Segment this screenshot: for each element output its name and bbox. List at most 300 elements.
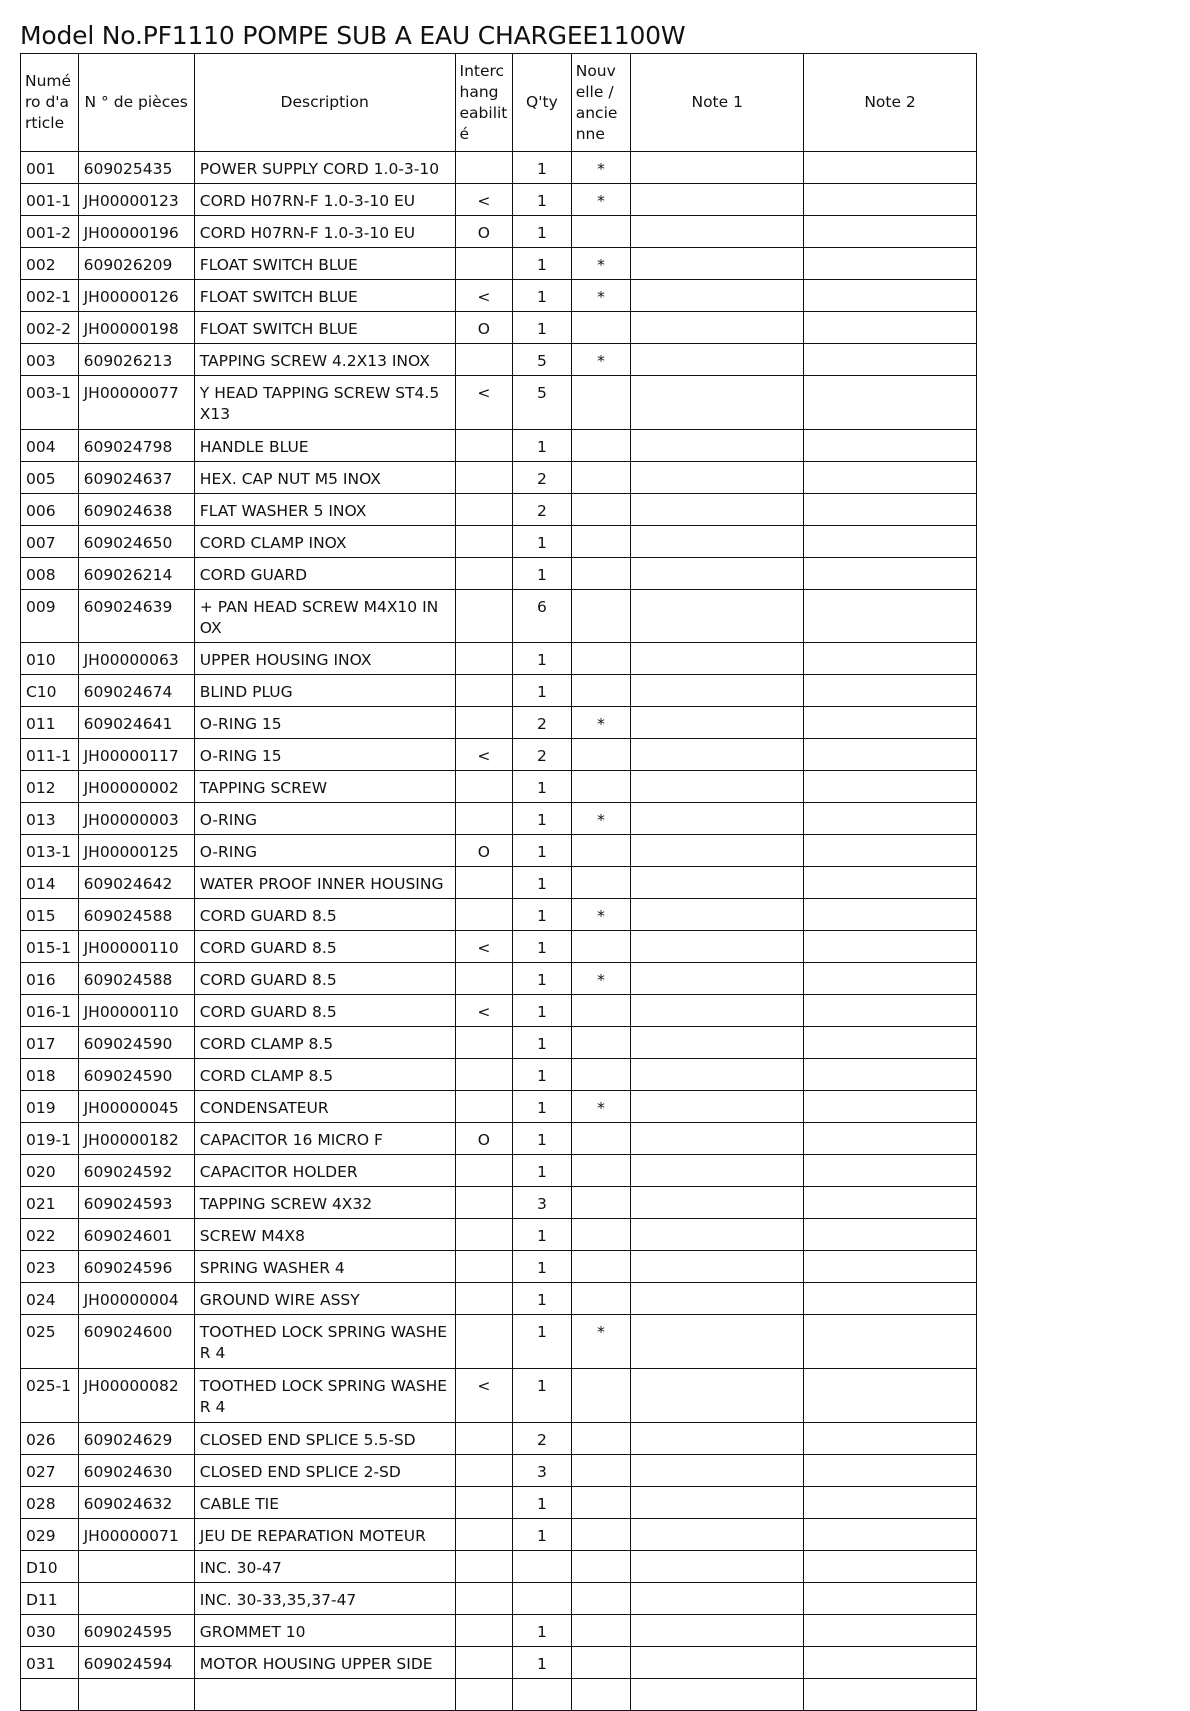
cell-new-old	[571, 1615, 631, 1647]
cell-note-2	[804, 1423, 977, 1455]
cell-note-2	[804, 1455, 977, 1487]
cell-part-number: JH00000077	[78, 376, 194, 430]
cell-note-2	[804, 643, 977, 675]
cell-item-number: 005	[21, 462, 79, 494]
cell-item-number: 017	[21, 1027, 79, 1059]
cell-note-2	[804, 184, 977, 216]
cell-note-2	[804, 280, 977, 312]
cell-note-1	[631, 1219, 804, 1251]
cell-quantity: 6	[513, 590, 572, 643]
cell-quantity: 1	[513, 803, 572, 835]
cell-item-number: 013	[21, 803, 79, 835]
cell-item-number: 008	[21, 558, 79, 590]
table-row	[21, 1423, 977, 1455]
cell-note-1	[631, 344, 804, 376]
cell-item-number: 002-2	[21, 312, 79, 344]
cell-interchangeability: O	[455, 835, 513, 867]
cell-interchangeability	[455, 1487, 513, 1519]
cell-new-old	[571, 590, 631, 643]
cell-description: CLOSED END SPLICE 2-SD	[194, 1455, 455, 1487]
cell-description: O-RING 15	[194, 707, 455, 739]
header-new-old: Nouv elle / ancie nne	[571, 54, 631, 152]
cell-quantity: 1	[513, 1059, 572, 1091]
table-row	[21, 1059, 977, 1091]
cell-quantity: 2	[513, 494, 572, 526]
cell-interchangeability	[455, 344, 513, 376]
cell-interchangeability	[455, 1187, 513, 1219]
cell-description: MOTOR HOUSING UPPER SIDE	[194, 1647, 455, 1679]
cell-item-number: 030	[21, 1615, 79, 1647]
cell-item-number: 001	[21, 152, 79, 184]
cell-description: GROMMET 10	[194, 1615, 455, 1647]
cell-part-number: 609024630	[78, 1455, 194, 1487]
cell-note-2	[804, 707, 977, 739]
cell-new-old	[571, 1455, 631, 1487]
cell-item-number: 011	[21, 707, 79, 739]
cell-item-number: 016	[21, 963, 79, 995]
cell-part-number: 609026209	[78, 248, 194, 280]
cell-item-number: 027	[21, 1455, 79, 1487]
cell-description: CORD GUARD	[194, 558, 455, 590]
table-row	[21, 1251, 977, 1283]
cell-part-number: 609024592	[78, 1155, 194, 1187]
cell-item-number: 011-1	[21, 739, 79, 771]
cell-note-2	[804, 963, 977, 995]
cell-interchangeability: O	[455, 1123, 513, 1155]
cell-quantity	[513, 1551, 572, 1583]
cell-note-2	[804, 312, 977, 344]
cell-interchangeability: <	[455, 739, 513, 771]
cell-new-old	[571, 1027, 631, 1059]
cell-quantity: 1	[513, 835, 572, 867]
cell-new-old	[571, 1187, 631, 1219]
cell-quantity: 1	[513, 899, 572, 931]
cell-part-number: 609026214	[78, 558, 194, 590]
cell-note-2	[804, 1369, 977, 1423]
table-row	[21, 312, 977, 344]
cell-new-old	[571, 1647, 631, 1679]
cell-note-2	[804, 462, 977, 494]
table-row	[21, 771, 977, 803]
cell-quantity: 1	[513, 1251, 572, 1283]
cell-part-number: 609024674	[78, 675, 194, 707]
cell-new-old: *	[571, 248, 631, 280]
cell-note-2	[804, 1027, 977, 1059]
cell-interchangeability: <	[455, 376, 513, 430]
cell-note-2	[804, 1123, 977, 1155]
cell-item-number: 026	[21, 1423, 79, 1455]
cell-quantity: 2	[513, 739, 572, 771]
table-row	[21, 675, 977, 707]
cell-interchangeability	[455, 1455, 513, 1487]
cell-empty	[804, 1679, 977, 1711]
cell-note-1	[631, 835, 804, 867]
table-row	[21, 184, 977, 216]
cell-interchangeability	[455, 494, 513, 526]
cell-part-number: JH00000110	[78, 995, 194, 1027]
cell-part-number: 609024596	[78, 1251, 194, 1283]
cell-item-number: 016-1	[21, 995, 79, 1027]
cell-new-old	[571, 1423, 631, 1455]
cell-interchangeability	[455, 590, 513, 643]
cell-note-2	[804, 430, 977, 462]
table-row	[21, 1369, 977, 1423]
cell-note-1	[631, 1059, 804, 1091]
cell-note-1	[631, 1519, 804, 1551]
cell-note-2	[804, 739, 977, 771]
cell-empty	[78, 1679, 194, 1711]
table-row	[21, 1551, 977, 1583]
cell-quantity: 1	[513, 1647, 572, 1679]
cell-note-1	[631, 526, 804, 558]
cell-note-2	[804, 675, 977, 707]
cell-note-2	[804, 216, 977, 248]
cell-quantity: 1	[513, 312, 572, 344]
cell-part-number: 609024629	[78, 1423, 194, 1455]
cell-note-2	[804, 526, 977, 558]
cell-part-number: JH00000002	[78, 771, 194, 803]
cell-interchangeability	[455, 1551, 513, 1583]
cell-quantity: 1	[513, 526, 572, 558]
cell-note-1	[631, 558, 804, 590]
cell-description: CAPACITOR HOLDER	[194, 1155, 455, 1187]
cell-interchangeability: <	[455, 280, 513, 312]
cell-note-1	[631, 152, 804, 184]
cell-item-number: 012	[21, 771, 79, 803]
cell-part-number: JH00000126	[78, 280, 194, 312]
cell-new-old	[571, 1155, 631, 1187]
cell-new-old	[571, 771, 631, 803]
cell-note-2	[804, 1091, 977, 1123]
cell-empty	[455, 1679, 513, 1711]
cell-new-old	[571, 995, 631, 1027]
cell-part-number: 609024588	[78, 899, 194, 931]
table-row	[21, 376, 977, 430]
table-row	[21, 462, 977, 494]
cell-description: O-RING	[194, 835, 455, 867]
cell-empty	[571, 1679, 631, 1711]
table-row	[21, 1155, 977, 1187]
cell-note-1	[631, 462, 804, 494]
cell-item-number: D10	[21, 1551, 79, 1583]
cell-part-number: 609024638	[78, 494, 194, 526]
cell-quantity: 1	[513, 995, 572, 1027]
cell-part-number: 609024590	[78, 1059, 194, 1091]
cell-part-number: 609024637	[78, 462, 194, 494]
cell-note-2	[804, 558, 977, 590]
table-row	[21, 803, 977, 835]
cell-interchangeability	[455, 1283, 513, 1315]
cell-new-old: *	[571, 1091, 631, 1123]
cell-note-1	[631, 675, 804, 707]
cell-description: CORD H07RN-F 1.0-3-10 EU	[194, 216, 455, 248]
table-row	[21, 216, 977, 248]
cell-interchangeability: <	[455, 931, 513, 963]
table-row	[21, 1519, 977, 1551]
cell-item-number: 021	[21, 1187, 79, 1219]
cell-quantity: 1	[513, 1315, 572, 1369]
cell-interchangeability: <	[455, 184, 513, 216]
cell-part-number: JH00000125	[78, 835, 194, 867]
table-row	[21, 739, 977, 771]
cell-part-number: 609024601	[78, 1219, 194, 1251]
cell-interchangeability	[455, 1155, 513, 1187]
cell-quantity: 5	[513, 376, 572, 430]
header-item-number: Numé ro d'a rticle	[21, 54, 79, 152]
cell-note-2	[804, 995, 977, 1027]
cell-item-number: 019	[21, 1091, 79, 1123]
cell-quantity: 1	[513, 1219, 572, 1251]
cell-note-1	[631, 1455, 804, 1487]
cell-note-2	[804, 803, 977, 835]
cell-item-number: 023	[21, 1251, 79, 1283]
cell-note-1	[631, 1551, 804, 1583]
cell-new-old	[571, 312, 631, 344]
cell-interchangeability	[455, 1027, 513, 1059]
cell-part-number: JH00000004	[78, 1283, 194, 1315]
cell-description: CORD GUARD 8.5	[194, 995, 455, 1027]
cell-description: SPRING WASHER 4	[194, 1251, 455, 1283]
cell-new-old	[571, 675, 631, 707]
cell-empty	[21, 1679, 79, 1711]
cell-part-number: 609024632	[78, 1487, 194, 1519]
cell-quantity: 1	[513, 931, 572, 963]
cell-description: FLAT WASHER 5 INOX	[194, 494, 455, 526]
cell-interchangeability	[455, 1315, 513, 1369]
table-row	[21, 963, 977, 995]
cell-note-1	[631, 430, 804, 462]
cell-quantity: 1	[513, 248, 572, 280]
header-note-2: Note 2	[804, 54, 977, 152]
cell-note-2	[804, 376, 977, 430]
table-row	[21, 1283, 977, 1315]
cell-note-1	[631, 867, 804, 899]
cell-part-number: JH00000182	[78, 1123, 194, 1155]
cell-note-2	[804, 1615, 977, 1647]
cell-description: TOOTHED LOCK SPRING WASHER 4	[194, 1369, 455, 1423]
cell-description: UPPER HOUSING INOX	[194, 643, 455, 675]
cell-quantity: 1	[513, 1091, 572, 1123]
cell-part-number: 609024650	[78, 526, 194, 558]
cell-note-2	[804, 899, 977, 931]
cell-note-1	[631, 248, 804, 280]
cell-part-number: 609024798	[78, 430, 194, 462]
cell-note-2	[804, 344, 977, 376]
cell-part-number: JH00000198	[78, 312, 194, 344]
cell-empty	[194, 1679, 455, 1711]
cell-description: CORD CLAMP 8.5	[194, 1027, 455, 1059]
cell-interchangeability	[455, 675, 513, 707]
cell-part-number: JH00000110	[78, 931, 194, 963]
cell-note-1	[631, 1583, 804, 1615]
cell-new-old	[571, 1251, 631, 1283]
cell-item-number: 015-1	[21, 931, 79, 963]
cell-note-1	[631, 280, 804, 312]
cell-interchangeability	[455, 1615, 513, 1647]
cell-quantity: 1	[513, 1155, 572, 1187]
cell-description: O-RING 15	[194, 739, 455, 771]
cell-part-number: JH00000117	[78, 739, 194, 771]
cell-description: CORD GUARD 8.5	[194, 931, 455, 963]
table-row	[21, 1455, 977, 1487]
table-row	[21, 526, 977, 558]
cell-quantity: 1	[513, 1027, 572, 1059]
cell-note-1	[631, 899, 804, 931]
cell-description: WATER PROOF INNER HOUSING	[194, 867, 455, 899]
cell-note-2	[804, 1551, 977, 1583]
cell-quantity: 1	[513, 771, 572, 803]
cell-interchangeability	[455, 1059, 513, 1091]
cell-note-1	[631, 1091, 804, 1123]
cell-interchangeability	[455, 430, 513, 462]
table-row-cutoff	[21, 1679, 977, 1711]
table-row	[21, 1219, 977, 1251]
cell-quantity: 1	[513, 1487, 572, 1519]
cell-interchangeability: <	[455, 1369, 513, 1423]
cell-new-old	[571, 462, 631, 494]
header-note-1: Note 1	[631, 54, 804, 152]
cell-new-old	[571, 430, 631, 462]
cell-description: TOOTHED LOCK SPRING WASHER 4	[194, 1315, 455, 1369]
cell-new-old	[571, 867, 631, 899]
cell-interchangeability	[455, 1091, 513, 1123]
cell-item-number: 003	[21, 344, 79, 376]
cell-note-1	[631, 184, 804, 216]
cell-part-number: 609024642	[78, 867, 194, 899]
cell-note-1	[631, 643, 804, 675]
cell-description: CABLE TIE	[194, 1487, 455, 1519]
cell-note-2	[804, 1647, 977, 1679]
cell-description: CAPACITOR 16 MICRO F	[194, 1123, 455, 1155]
cell-interchangeability	[455, 526, 513, 558]
table-row	[21, 1315, 977, 1369]
cell-new-old	[571, 494, 631, 526]
cell-note-1	[631, 1647, 804, 1679]
cell-new-old	[571, 1519, 631, 1551]
cell-new-old	[571, 1551, 631, 1583]
table-row	[21, 707, 977, 739]
cell-quantity	[513, 1583, 572, 1615]
cell-interchangeability	[455, 1219, 513, 1251]
cell-description: + PAN HEAD SCREW M4X10 INOX	[194, 590, 455, 643]
cell-note-1	[631, 995, 804, 1027]
cell-note-2	[804, 771, 977, 803]
cell-quantity: 1	[513, 675, 572, 707]
cell-part-number: JH00000123	[78, 184, 194, 216]
table-row	[21, 1091, 977, 1123]
table-row	[21, 430, 977, 462]
cell-quantity: 1	[513, 963, 572, 995]
cell-item-number: 029	[21, 1519, 79, 1551]
cell-note-1	[631, 1423, 804, 1455]
table-row	[21, 152, 977, 184]
cell-new-old	[571, 216, 631, 248]
cell-note-2	[804, 1059, 977, 1091]
cell-description: INC. 30-47	[194, 1551, 455, 1583]
cell-description: SCREW M4X8	[194, 1219, 455, 1251]
cell-note-2	[804, 1583, 977, 1615]
cell-description: TAPPING SCREW	[194, 771, 455, 803]
cell-note-1	[631, 707, 804, 739]
cell-part-number: 609024641	[78, 707, 194, 739]
cell-item-number: 006	[21, 494, 79, 526]
cell-description: GROUND WIRE ASSY	[194, 1283, 455, 1315]
cell-new-old: *	[571, 899, 631, 931]
cell-interchangeability	[455, 899, 513, 931]
cell-note-2	[804, 152, 977, 184]
cell-interchangeability	[455, 803, 513, 835]
cell-interchangeability	[455, 867, 513, 899]
cell-part-number: JH00000063	[78, 643, 194, 675]
table-row	[21, 1123, 977, 1155]
cell-note-1	[631, 1369, 804, 1423]
cell-part-number: JH00000071	[78, 1519, 194, 1551]
cell-new-old: *	[571, 280, 631, 312]
cell-note-1	[631, 1615, 804, 1647]
cell-note-2	[804, 494, 977, 526]
cell-quantity: 1	[513, 184, 572, 216]
cell-item-number: 009	[21, 590, 79, 643]
cell-interchangeability	[455, 643, 513, 675]
cell-note-2	[804, 1315, 977, 1369]
cell-quantity: 1	[513, 1615, 572, 1647]
cell-new-old	[571, 1283, 631, 1315]
cell-description: HANDLE BLUE	[194, 430, 455, 462]
cell-new-old: *	[571, 152, 631, 184]
header-description: Description	[194, 54, 455, 152]
table-row	[21, 558, 977, 590]
cell-note-1	[631, 1283, 804, 1315]
cell-part-number: 609025435	[78, 152, 194, 184]
cell-new-old	[571, 376, 631, 430]
cell-quantity: 1	[513, 1123, 572, 1155]
cell-note-1	[631, 771, 804, 803]
cell-interchangeability	[455, 1423, 513, 1455]
cell-quantity: 1	[513, 430, 572, 462]
cell-new-old	[571, 1123, 631, 1155]
cell-quantity: 3	[513, 1187, 572, 1219]
cell-item-number: 020	[21, 1155, 79, 1187]
cell-new-old: *	[571, 963, 631, 995]
cell-quantity: 1	[513, 1369, 572, 1423]
cell-item-number: 004	[21, 430, 79, 462]
table-row	[21, 899, 977, 931]
cell-quantity: 1	[513, 867, 572, 899]
cell-item-number: 025	[21, 1315, 79, 1369]
cell-new-old	[571, 526, 631, 558]
cell-description: Y HEAD TAPPING SCREW ST4.5X13	[194, 376, 455, 430]
cell-part-number: JH00000196	[78, 216, 194, 248]
cell-description: O-RING	[194, 803, 455, 835]
cell-note-1	[631, 590, 804, 643]
cell-item-number: D11	[21, 1583, 79, 1615]
cell-description: FLOAT SWITCH BLUE	[194, 248, 455, 280]
cell-new-old: *	[571, 1315, 631, 1369]
cell-note-1	[631, 931, 804, 963]
cell-quantity: 1	[513, 280, 572, 312]
cell-note-1	[631, 1123, 804, 1155]
cell-note-1	[631, 376, 804, 430]
cell-new-old: *	[571, 707, 631, 739]
cell-item-number: 024	[21, 1283, 79, 1315]
cell-quantity: 1	[513, 1283, 572, 1315]
cell-note-2	[804, 1155, 977, 1187]
table-row	[21, 1615, 977, 1647]
parts-table	[20, 53, 977, 1711]
cell-empty	[631, 1679, 804, 1711]
cell-item-number: 025-1	[21, 1369, 79, 1423]
cell-description: CORD GUARD 8.5	[194, 963, 455, 995]
